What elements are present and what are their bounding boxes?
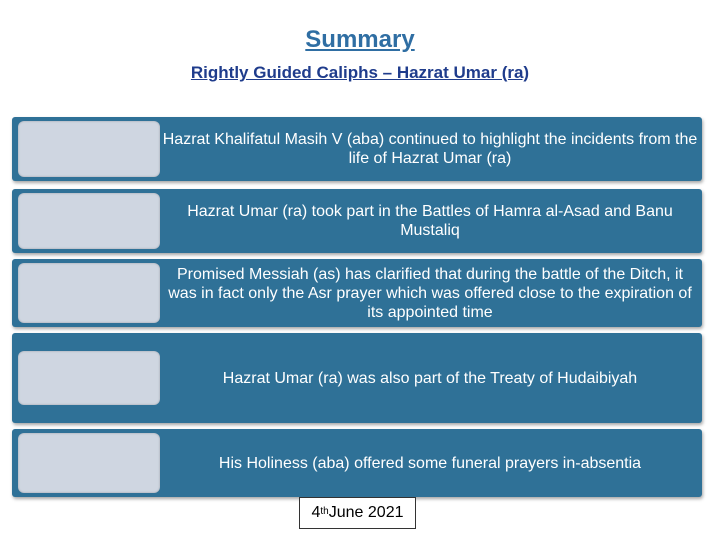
summary-item-text: Hazrat Khalifatul Masih V (aba) continued to highlight the incidents from the life of Hazrat Umar (ra) <box>162 131 698 167</box>
page-title: Summary <box>305 26 415 53</box>
summary-item-text: Promised Messiah (as) has clarified that during the battle of the Ditch, it was in fact only the Asr prayer which was offered close to the expiration of its appointed time <box>168 265 692 321</box>
date-label <box>299 497 416 529</box>
row-marker-box <box>18 263 160 323</box>
summary-item-text: Hazrat Umar (ra) took part in the Battles of Hamra al-Asad and Banu Mustaliq <box>187 203 673 239</box>
summary-row-5 <box>12 429 702 497</box>
row-marker-box <box>18 193 160 249</box>
summary-row-2 <box>12 189 702 253</box>
summary-row-3 <box>12 259 702 327</box>
date-day: 4 <box>311 504 321 521</box>
page-subtitle: Rightly Guided Caliphs – Hazrat Umar (ra) <box>190 63 530 82</box>
date-rest: June 2021 <box>328 504 404 521</box>
summary-item-text: Hazrat Umar (ra) was also part of the Treaty of Hudaibiyah <box>222 369 638 387</box>
summary-row-1 <box>12 117 702 181</box>
row-marker-box <box>18 433 160 493</box>
date-suffix: th <box>320 505 329 517</box>
row-marker-box <box>18 351 160 405</box>
summary-row-4 <box>12 333 702 423</box>
summary-item-text: His Holiness (aba) offered some funeral prayers in-absentia <box>218 454 642 472</box>
row-marker-box <box>18 121 160 177</box>
